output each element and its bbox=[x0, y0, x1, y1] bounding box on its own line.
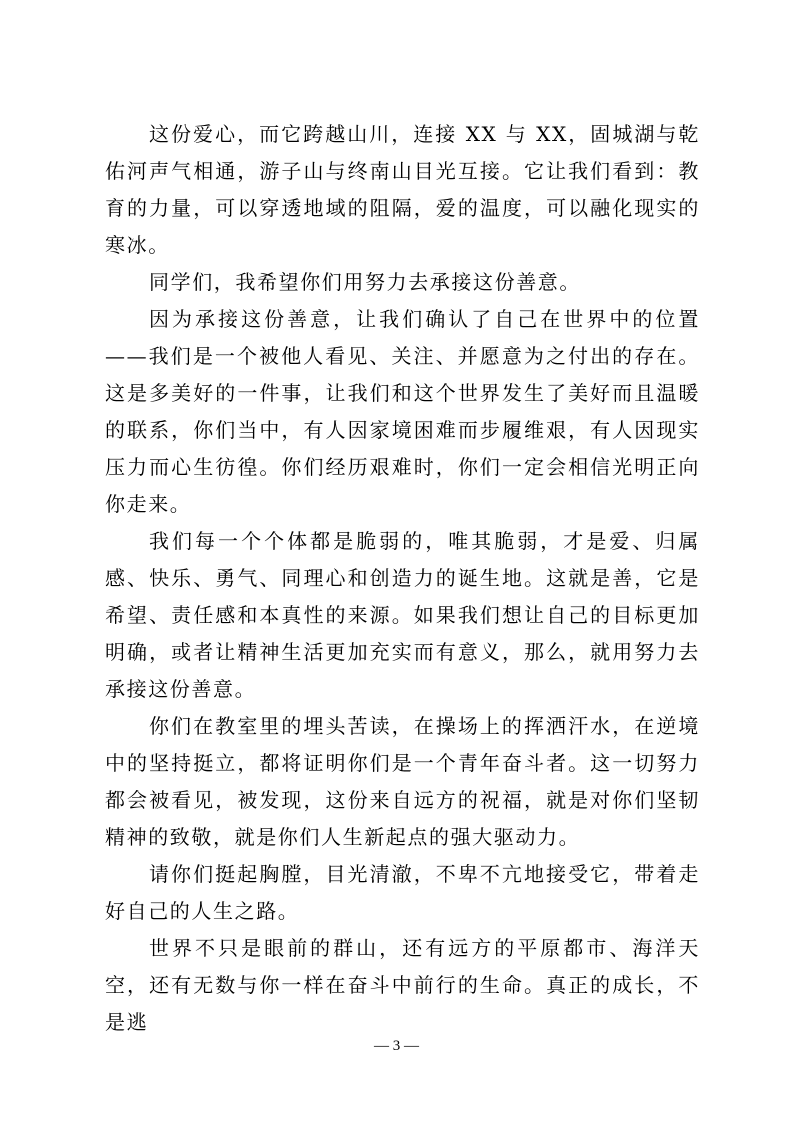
paragraph-7: 世界不只是眼前的群山，还有远方的平原都市、海洋天空，还有无数与你一样在奋斗中前行的生命。真正的成长，不是逃 bbox=[105, 936, 700, 1034]
document-body bbox=[105, 116, 700, 1041]
paragraph-4: 我们每一个个体都是脆弱的，唯其脆弱，才是爱、归属感、快乐、勇气、同理心和创造力的诞生地。这就是善，它是希望、责任感和本真性的来源。如果我们想让自己的目标更加明确，或者让精神生活更加充实而有意义，那么，就用努力去承接这份善意。 bbox=[105, 529, 700, 701]
paragraph-5: 你们在教室里的埋头苦读，在操场上的挥洒汗水，在逆境中的坚持挺立，都将证明你们是一个青年奋斗者。这一切努力都会被看见，被发现，这份来自远方的祝福，就是对你们坚韧精神的致敬，就是你们人生新起点的强大驱动力。 bbox=[105, 714, 700, 849]
page-number: — 3 — bbox=[374, 1038, 419, 1054]
paragraph-3: 因为承接这份善意，让我们确认了自己在世界中的位置——我们是一个被他人看见、关注、并愿意为之付出的存在。这是多美好的一件事，让我们和这个世界发生了美好而且温暖的联系，你们当中，有人因家境困难而步履维艰，有人因现实压力而心生彷徨。你们经历艰难时，你们一定会相信光明正向你走来。 bbox=[105, 307, 700, 516]
paragraph-6: 请你们挺起胸膛，目光清澈，不卑不亢地接受它，带着走好自己的人生之路。 bbox=[105, 862, 700, 923]
paragraph-2: 同学们，我希望你们用努力去承接这份善意。 bbox=[149, 270, 581, 294]
paragraph-1: 这份爱心，而它跨越山川，连接 XX 与 XX，固城湖与乾佑河声气相通，游子山与终南山目光互接。它让我们看到：教育的力量，可以穿透地域的阻隔，爱的温度，可以融化现实的寒冰。 bbox=[105, 122, 700, 257]
